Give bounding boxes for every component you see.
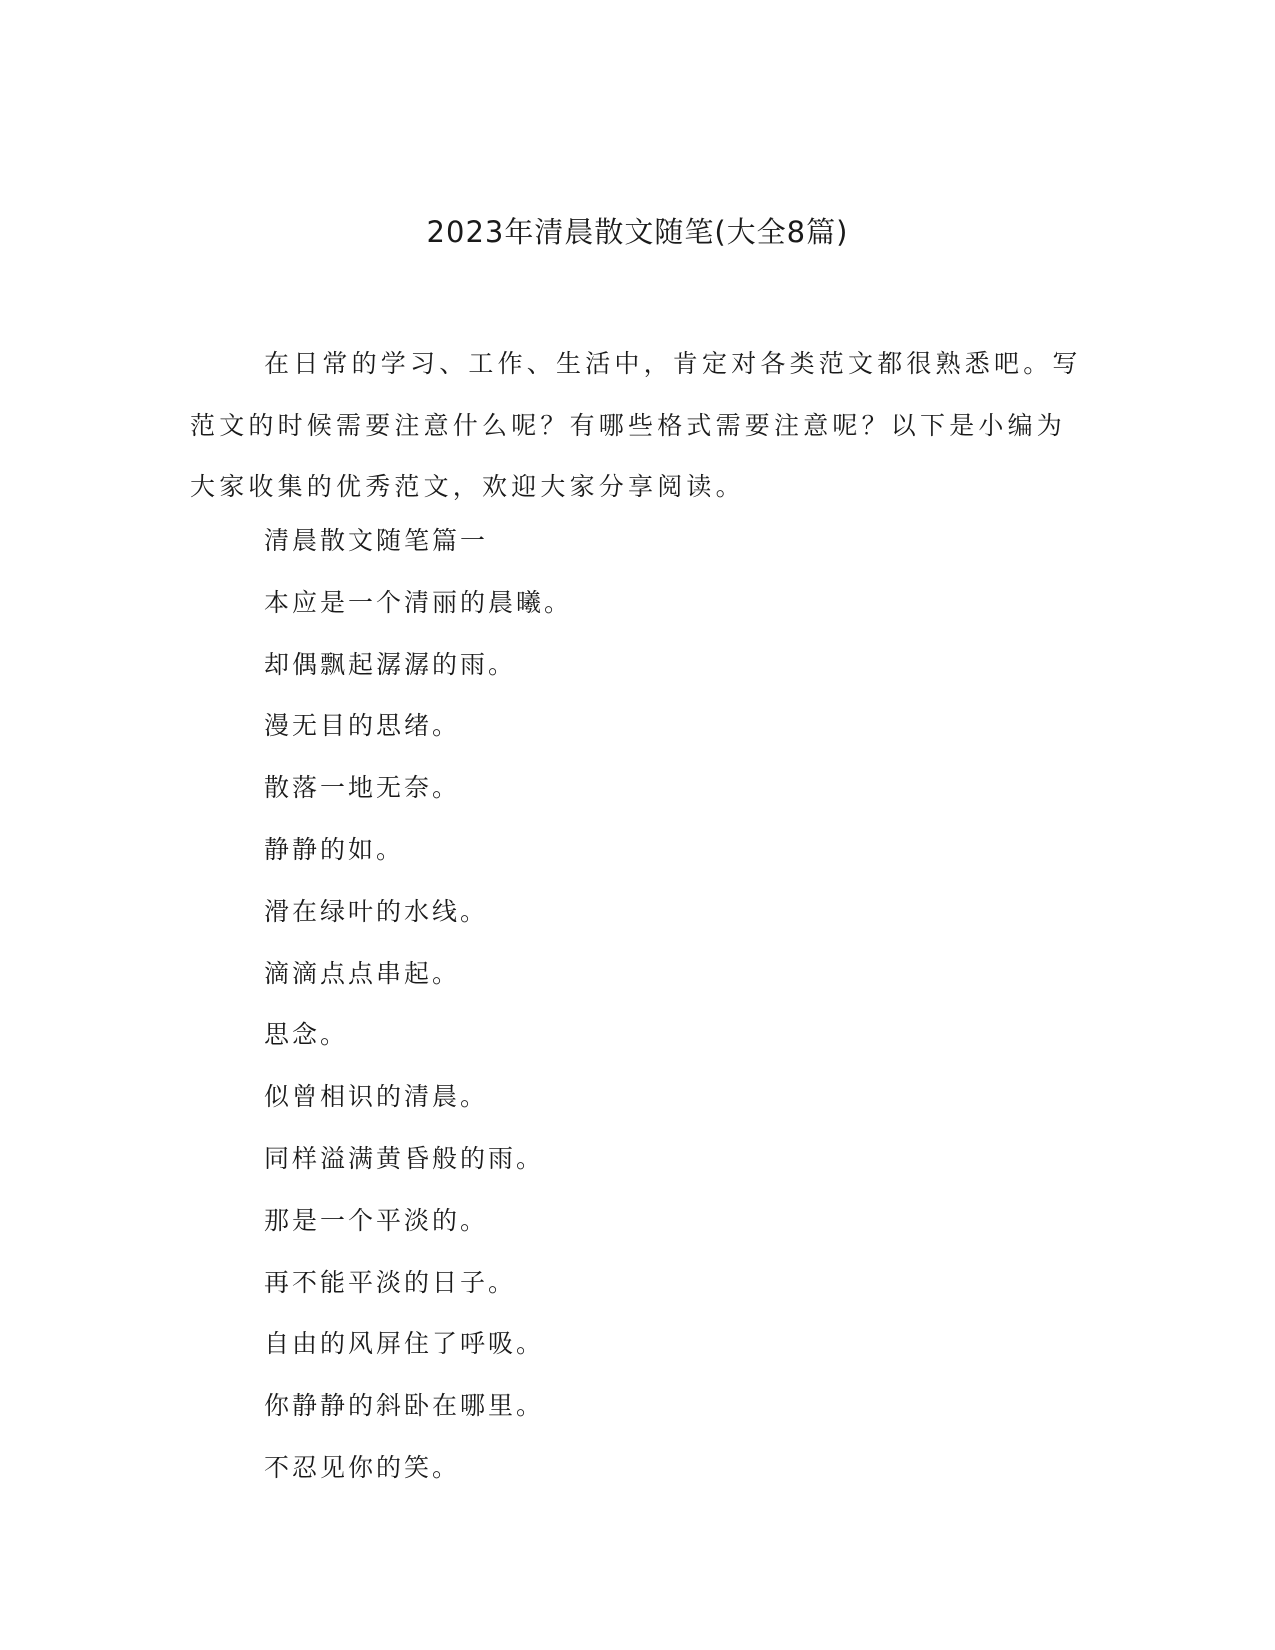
essay-line: 再不能平淡的日子。 (264, 1267, 517, 1297)
essay-line: 你静静的斜卧在哪里。 (264, 1391, 545, 1421)
essay-line: 似曾相识的清晨。 (264, 1082, 489, 1112)
essay-line: 散落一地无奈。 (264, 773, 461, 803)
essay-lines (264, 510, 572, 1499)
essay-line: 却偶飘起潺潺的雨。 (264, 649, 517, 679)
essay-line: 同样溢满黄昏般的雨。 (264, 1143, 545, 1173)
essay-line: 本应是一个清丽的晨曦。 (264, 587, 573, 617)
essay-line: 不忍见你的笑。 (264, 1452, 461, 1482)
essay-line: 滴滴点点串起。 (264, 958, 461, 988)
essay-line: 那是一个平淡的。 (264, 1205, 489, 1235)
document-title: 2023年清晨散文随笔(大全8篇) (426, 215, 849, 249)
essay-line: 滑在绿叶的水线。 (264, 896, 489, 926)
essay-line: 思念。 (264, 1020, 349, 1050)
essay-line: 静静的如。 (264, 834, 405, 864)
intro-paragraph: 在日常的学习、工作、生活中，肯定对各类范文都很熟悉吧。写范文的时候需要注意什么呢？有哪些格式需要注意呢？以下是小编为大家收集的优秀范文，欢迎大家分享阅读。 (190, 349, 1082, 501)
section-heading: 清晨散文随笔篇一 (264, 526, 489, 555)
essay-line: 漫无目的思绪。 (264, 711, 461, 741)
essay-line: 自由的风屏住了呼吸。 (264, 1329, 545, 1359)
